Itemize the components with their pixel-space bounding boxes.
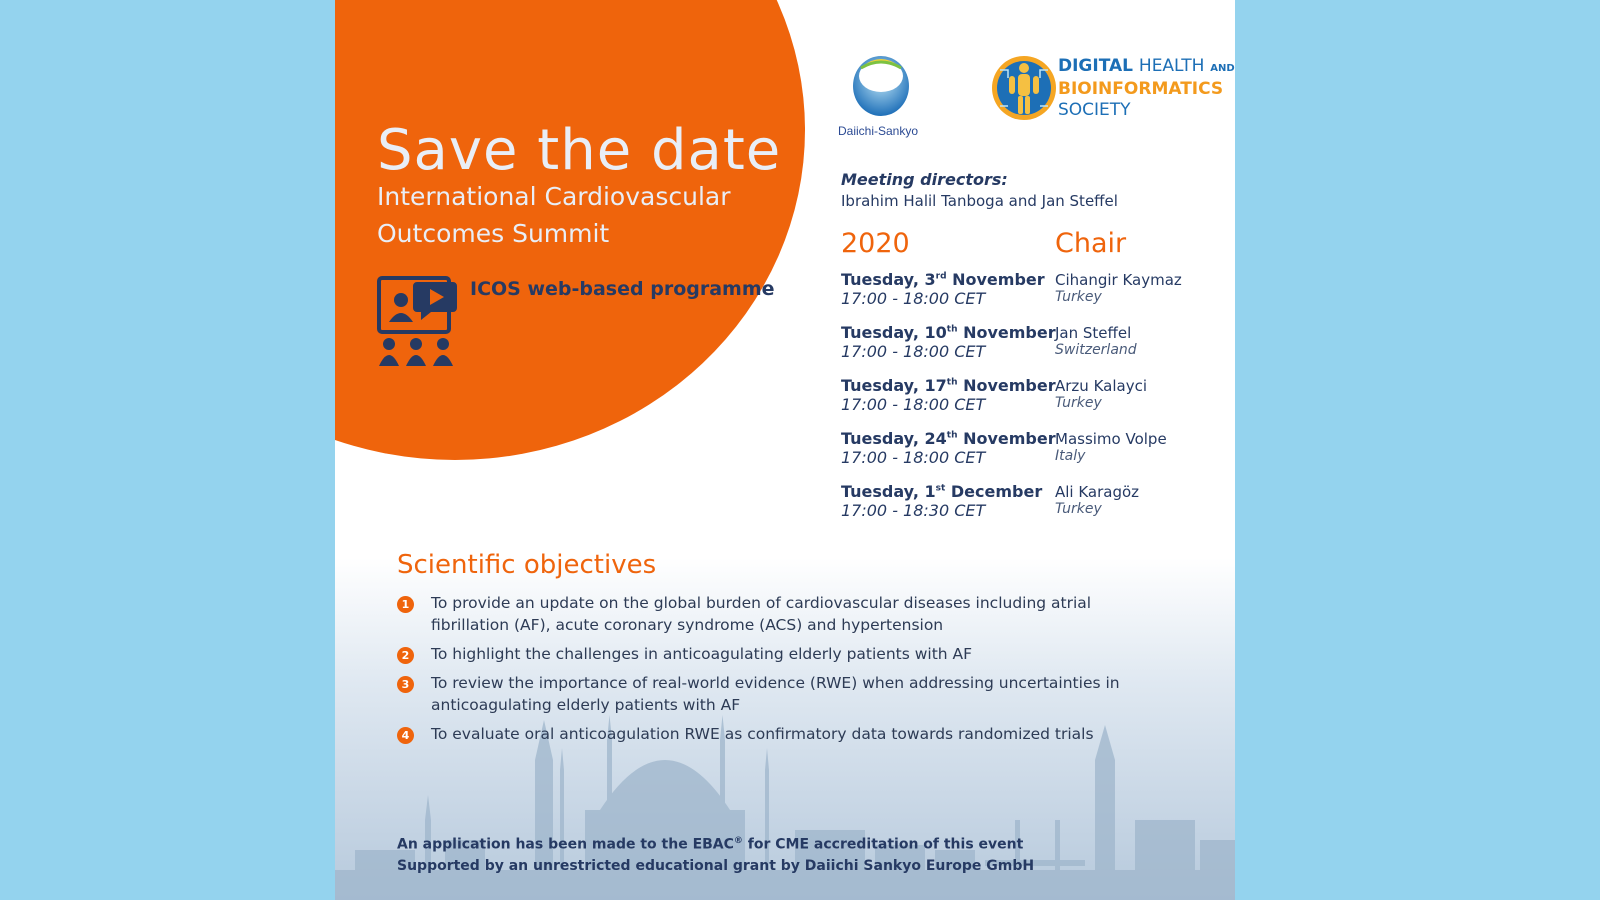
event-name-line-2: Outcomes Summit: [377, 219, 610, 248]
chair-country: Italy: [1055, 448, 1086, 464]
chair-name: Arzu Kalayci: [1055, 377, 1147, 395]
save-the-date-title: Save the date: [377, 118, 782, 183]
year-header: 2020: [841, 228, 910, 259]
dh-and: AND: [1210, 63, 1235, 74]
chair-country: Turkey: [1055, 501, 1102, 517]
session-5: [841, 482, 1042, 520]
digital-health-society-logo: [990, 50, 1058, 128]
chair-country: Switzerland: [1055, 342, 1137, 358]
objective-number-badge: 2: [397, 647, 414, 664]
objective-number-badge: 4: [397, 727, 414, 744]
chair-header: Chair: [1055, 228, 1127, 259]
session-2: [841, 323, 1056, 361]
session-time: 17:00 - 18:00 CET: [841, 448, 986, 467]
session-date: Tuesday, 3rd November: [841, 270, 1045, 289]
daiichi-sankyo-wordmark: Daiichi-Sankyo: [838, 124, 919, 138]
objective-3: To review the importance of real-world evidence (RWE) when addressing uncertainties in anticoagulating elderly patients with AF: [431, 674, 1120, 714]
chair-country: Turkey: [1055, 289, 1102, 305]
webinar-icon: [377, 276, 459, 368]
chair-name: Cihangir Kaymaz: [1055, 271, 1182, 289]
session-date: Tuesday, 10th November: [841, 323, 1056, 342]
dh-digital: DIGITAL: [1058, 56, 1133, 76]
meeting-directors-label: Meeting directors:: [841, 170, 1008, 189]
dh-bioinformatics: BIOINFORMATICS: [1058, 79, 1224, 99]
session-1-chair: [1055, 271, 1182, 305]
digital-health-society-wordmark: [1058, 56, 1235, 121]
meeting-directors-names: Ibrahim Halil Tanboga and Jan Steffel: [841, 192, 1118, 210]
accreditation-note: An application has been made to the EBAC® for CME accreditation of this event: [397, 836, 1024, 853]
session-date: Tuesday, 1st December: [841, 482, 1043, 501]
session-4: [841, 429, 1056, 467]
session-2-chair: [1055, 324, 1137, 358]
objective-number-badge: 1: [397, 596, 414, 613]
objective-2: To highlight the challenges in anticoagulating elderly patients with AF: [431, 645, 973, 663]
session-time: 17:00 - 18:30 CET: [841, 501, 986, 520]
session-time: 17:00 - 18:00 CET: [841, 342, 986, 361]
dh-society: SOCIETY: [1058, 100, 1131, 120]
session-4-chair: [1055, 430, 1167, 464]
session-1: [841, 270, 1045, 308]
session-5-chair: [1055, 483, 1139, 517]
chair-country: Turkey: [1055, 395, 1102, 411]
session-date: Tuesday, 17th November: [841, 376, 1056, 395]
sponsor-note: Supported by an unrestricted educational grant by Daiichi Sankyo Europe GmbH: [397, 858, 1035, 874]
scientific-objectives-title: Scientific objectives: [397, 550, 657, 580]
chair-name: Massimo Volpe: [1055, 430, 1167, 448]
session-3-chair: [1055, 377, 1147, 411]
objective-1: To provide an update on the global burden of cardiovascular diseases including atrial fibrillation (AF), acute coronary syndrome (ACS) and hypertension: [431, 594, 1092, 634]
session-3: [841, 376, 1056, 414]
poster: [335, 0, 1235, 900]
dh-health: HEALTH: [1138, 56, 1205, 76]
session-date: Tuesday, 24th November: [841, 429, 1056, 448]
chair-name: Ali Karagöz: [1055, 483, 1140, 501]
programme-label: ICOS web-based programme: [470, 278, 775, 300]
objective-number-badge: 3: [397, 676, 414, 693]
session-time: 17:00 - 18:00 CET: [841, 395, 986, 414]
session-time: 17:00 - 18:00 CET: [841, 289, 986, 308]
event-name-line-1: International Cardiovascular: [377, 182, 731, 211]
objective-4: To evaluate oral anticoagulation RWE as confirmatory data towards randomized trials: [431, 725, 1094, 743]
chair-name: Jan Steffel: [1055, 324, 1132, 342]
